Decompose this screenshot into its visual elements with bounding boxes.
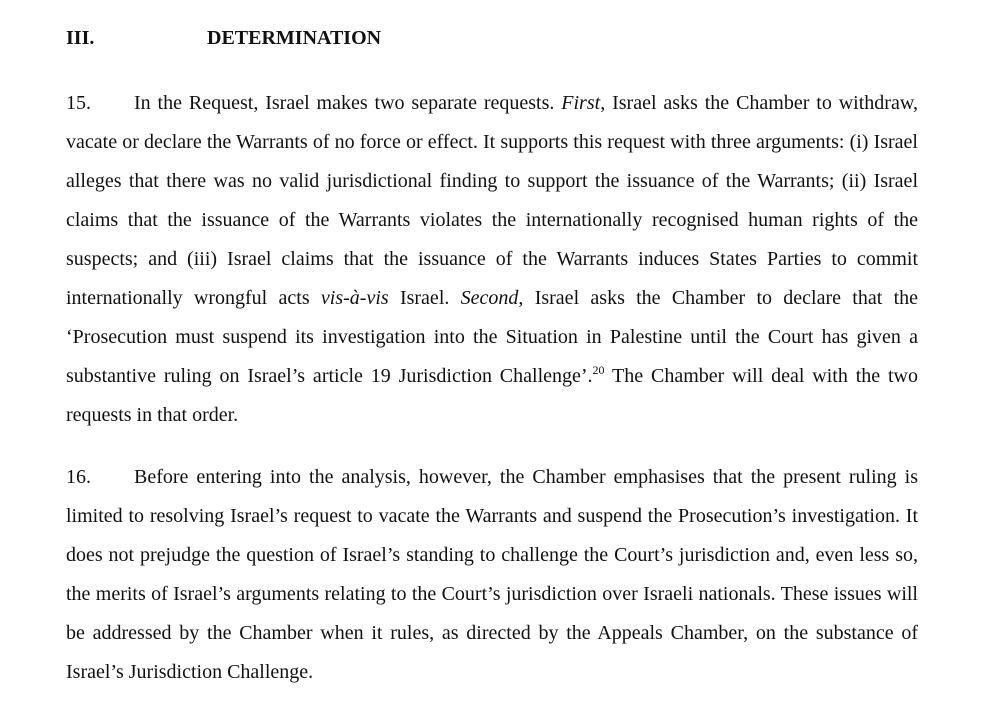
section-title: DETERMINATION [207,27,382,49]
paragraph-15 [66,84,918,435]
paragraph-text: , Israel asks the Chamber to declare that the ‘Prosecution must suspend its investigation into the Situation in Palestine until the Court has given a substantive ruling on Israel’s article 19 Jurisdiction Challenge’. [66,287,918,387]
paragraph-text: In the Request, Israel makes two separate requests. [134,92,562,114]
paragraph-text: Before entering into the analysis, however, the Chamber emphasises that the present ruling is limited to resolving Israel’s request to vacate the Warrants and suspend the Prosecution’s investigation. It does not prejudge the question of Israel’s standing to challenge the Court’s jurisdiction and, even less so, the merits of Israel’s arguments relating to the Court’s jurisdiction over Israeli nationals. These issues will be addressed by the Chamber when it rules, as directed by the Appeals Chamber, on the substance of Israel’s Jurisdiction Challenge. [66,466,918,683]
paragraph-16 [66,458,918,692]
paragraph-number: 15. [66,92,91,114]
paragraph-text: Israel. [388,287,461,309]
section-number: III. [66,27,95,49]
paragraph-number: 16. [66,466,91,488]
italic-text: Second [460,287,519,309]
italic-text: vis-à-vis [320,287,389,309]
paragraph-text: , Israel asks the Chamber to withdraw, vacate or declare the Warrants of no force or effect. It supports this request with three arguments: (i) Israel alleges that there was no valid jurisdictional finding to support the issuance of the Warrants; (ii) Israel claims that the issuance of the Warrants violates the internationally recognised human rights of the suspects; and (iii) Israel claims that the issuance of the Warrants induces States Parties to commit internationally wrongful acts [66,92,918,309]
footnote-marker[interactable]: 20 [592,363,605,377]
italic-text: First [561,92,601,114]
paragraph-text: The Chamber will deal with the two requests in that order. [66,365,918,426]
